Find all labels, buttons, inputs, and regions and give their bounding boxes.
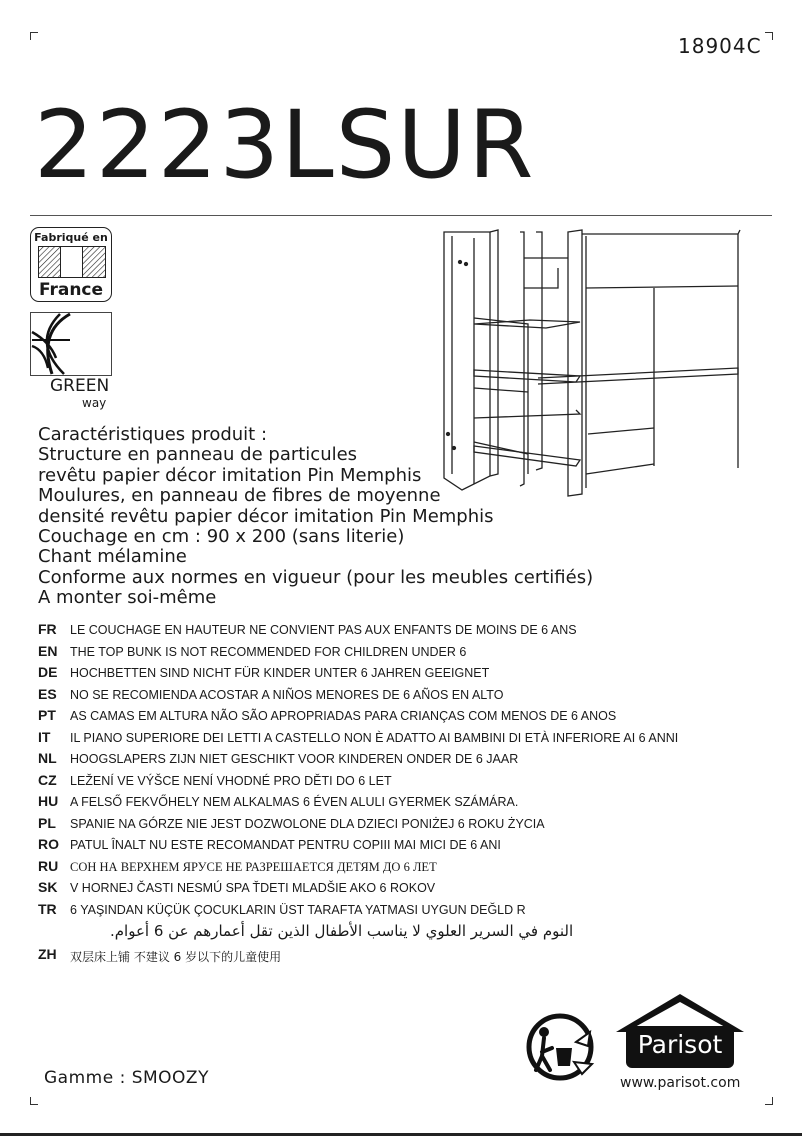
characteristics-line: densité revêtu papier décor imitation Pin Memphis — [38, 505, 494, 527]
characteristics-line: Moulures, en panneau de fibres de moyenne — [38, 485, 441, 507]
characteristics-line: A monter soi-même — [38, 587, 217, 609]
crop-mark-bottom-right — [765, 1097, 773, 1105]
language-code: TR — [38, 901, 57, 917]
product-range: Gamme : SMOOZY — [44, 1068, 209, 1088]
warning-text: LE COUCHAGE EN HAUTEUR NE CONVIENT PAS AUX ENFANTS DE MOINS DE 6 ANS — [70, 623, 577, 637]
header-divider — [30, 215, 772, 216]
warning-text: AS CAMAS EM ALTURA NÃO SÃO APROPRIADAS PARA CRIANÇAS COM MENOS DE 6 ANOS — [70, 709, 617, 723]
language-code: ZH — [38, 946, 57, 962]
way-label: way — [82, 396, 107, 410]
reference-number: 18904C — [678, 34, 762, 58]
green-way-logo — [28, 312, 118, 412]
green-label: GREEN — [50, 376, 110, 396]
warning-text: V HORNEJ ČASTI NESMÚ SPA ŤDETI MLADŠIE AKO 6 ROKOV — [70, 881, 436, 895]
language-code: EN — [38, 642, 58, 659]
characteristics-line: Conforme aux normes en vigueur (pour les meubles certifiés) — [38, 566, 594, 588]
language-code: HU — [38, 793, 59, 809]
warning-text: LEŽENÍ VE VÝŠCE NENÍ VHODNÉ PRO DĚTI DO 6 LET — [70, 773, 392, 788]
made-in-label: Fabriqué en — [34, 231, 108, 244]
warning-text: SPANIE NA GÓRZE NIE JEST DOZWOLONE DLA DZIECI PONIŻEJ 6 ROKU ŻYCIA — [70, 816, 545, 831]
language-code: PT — [38, 707, 56, 723]
warning-text: HOOGSLAPERS ZIJN NIET GESCHIKT VOOR KINDEREN ONDER DE 6 JAAR — [70, 752, 519, 766]
characteristics-line: Structure en panneau de particules — [38, 444, 358, 466]
characteristics-heading: Caractéristiques produit : — [38, 424, 268, 445]
brand-name: Parisot — [637, 1030, 723, 1059]
warning-text: СОН НА ВЕРХНЕМ ЯРУСЕ НЕ РАЗРЕШАЕТСЯ ДЕТЯМ ДО 6 ЛЕТ — [70, 859, 437, 874]
language-code: FR — [38, 621, 57, 637]
warning-text: NO SE RECOMIENDA ACOSTAR A NIÑOS MENORES DE 6 AÑOS EN ALTO — [70, 687, 504, 702]
crop-mark-top-left — [30, 32, 38, 40]
warning-text: THE TOP BUNK IS NOT RECOMMENDED FOR CHILDREN UNDER 6 — [70, 644, 467, 659]
product-characteristics — [38, 425, 593, 609]
language-code: NL — [38, 750, 57, 766]
arabic-warning-text: النوم في السرير العلوي لا يناسب الأطفال الذين تقل أعمارهم عن 6 أعوام. — [110, 922, 574, 940]
warning-text: PATUL ÎNALT NU ESTE RECOMANDAT PENTRU COPIII MAI MICI DE 6 ANI — [70, 838, 501, 852]
crop-mark-top-right — [765, 32, 773, 40]
globe-icon — [30, 312, 112, 376]
recycling-icon — [524, 1012, 600, 1082]
warning-text: 6 YAŞINDAN KÜÇÜK ÇOCUKLARIN ÜST TARAFTA YATMASI UYGUN DEĞLD R — [70, 903, 526, 917]
model-title: 2223LSUR — [34, 91, 536, 200]
language-code: RO — [38, 836, 59, 852]
language-code: RU — [38, 857, 59, 874]
warning-text: A FELSŐ FEKVŐHELY NEM ALKALMAS 6 ÉVEN ALULI GYERMEK SZÁMÁRA. — [70, 795, 519, 809]
warning-text: HOCHBETTEN SIND NICHT FÜR KINDER UNTER 6 JAHREN GEEIGNET — [70, 666, 490, 680]
language-code: IT — [38, 728, 51, 745]
characteristics-line: Chant mélamine — [38, 546, 187, 568]
warning-text: IL PIANO SUPERIORE DEI LETTI A CASTELLO NON È ADATTO AI BAMBINI DI ETÀ INFERIORE AI 6 ANNI — [70, 730, 679, 745]
language-code: DE — [38, 664, 58, 680]
language-code: SK — [38, 879, 58, 895]
parisot-logo — [612, 992, 748, 1072]
characteristics-line: revêtu papier décor imitation Pin Memphis — [38, 464, 422, 486]
language-code: ES — [38, 685, 57, 702]
characteristics-line: Couchage en cm : 90 x 200 (sans literie) — [38, 526, 405, 548]
french-flag-icon — [38, 246, 106, 278]
warning-text: 双层床上铺 不建议 6 岁以下的儿童使用 — [70, 950, 282, 964]
website-link[interactable]: www.parisot.com — [620, 1075, 741, 1091]
language-code: CZ — [38, 771, 57, 788]
language-code: PL — [38, 814, 56, 831]
crop-mark-bottom-left — [30, 1097, 38, 1105]
country-label: France — [38, 280, 104, 300]
made-in-france-badge — [30, 227, 112, 302]
